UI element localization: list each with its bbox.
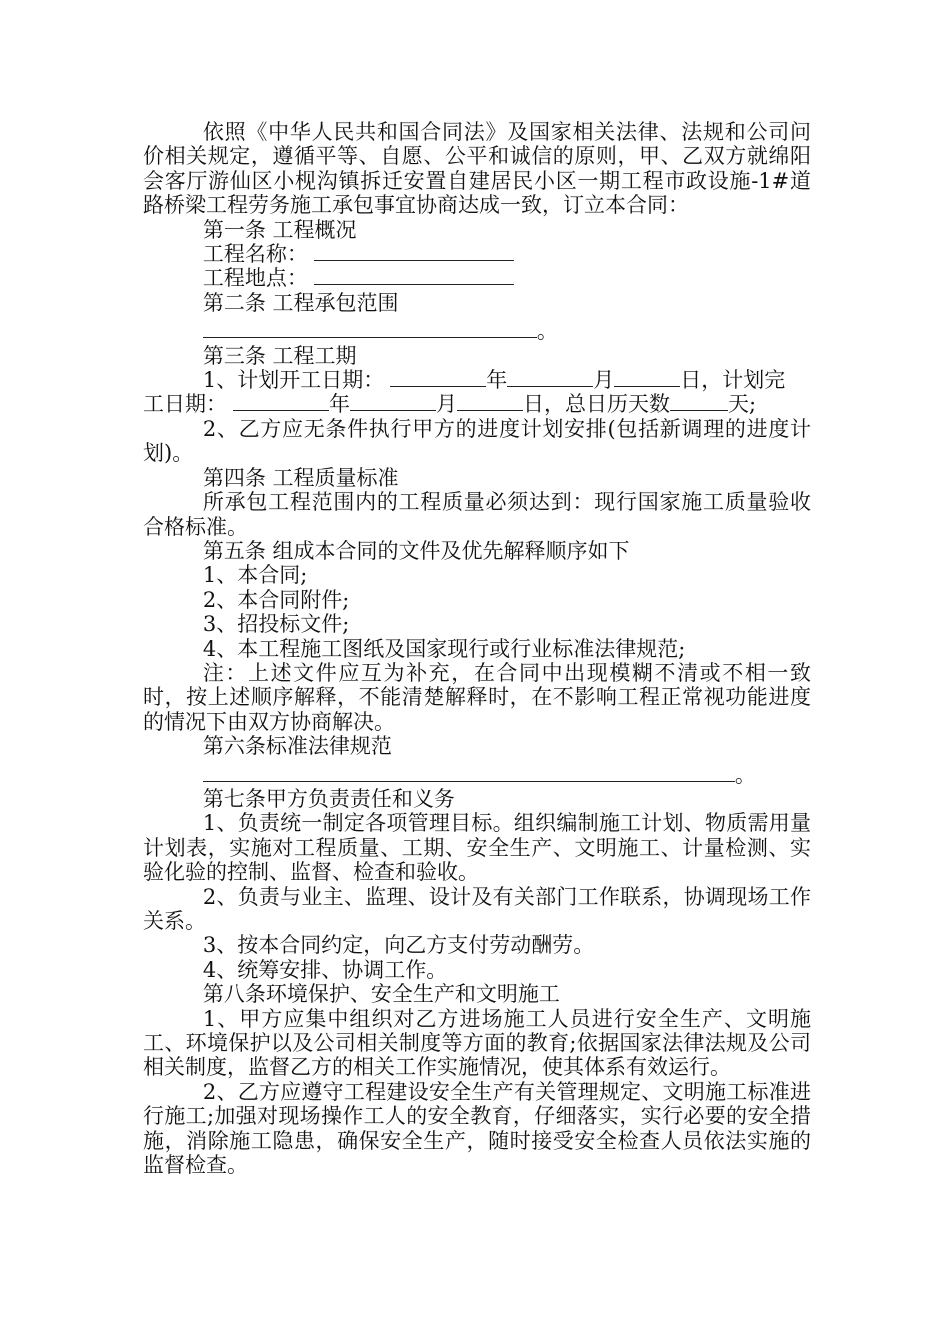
article-4-title: 第四条 工程质量标准	[202, 465, 399, 490]
article-6-title: 第六条标准法律规范	[202, 734, 392, 759]
scope-blank[interactable]	[203, 319, 537, 338]
article-5-title: 第五条 组成本合同的文件及优先解释顺序如下	[202, 538, 630, 563]
document-item-4: 4、本工程施工图纸及国家现行或行业标准法律规范;	[202, 636, 686, 661]
project-name-blank[interactable]	[314, 242, 514, 261]
end-day-total-label: 日，总日历天数	[523, 392, 670, 417]
article-2-title: 第二条 工程承包范围	[202, 290, 399, 315]
contract-page	[143, 120, 811, 1177]
end-day-blank[interactable]	[457, 392, 523, 411]
end-month-unit: 月	[436, 392, 457, 417]
party-a-duty-4: 4、统筹安排、协调工作。	[202, 957, 448, 982]
quality-standard-text: 所承包工程范围内的工程质量必须达到：现行国家施工质量验收合格标准。	[143, 490, 811, 539]
total-days-unit: 天;	[728, 392, 757, 417]
schedule-clause-2: 2、乙方应无条件执行甲方的进度计划安排(包括新调理的进度计划)。	[143, 416, 811, 466]
document-item-2: 2、本合同附件;	[202, 587, 350, 612]
article-8-title: 第八条环境保护、安全生产和文明施工	[202, 982, 560, 1007]
start-day-blank[interactable]	[614, 368, 680, 387]
start-year-unit: 年	[486, 368, 508, 393]
start-month-unit: 月	[593, 368, 615, 393]
end-date-row	[143, 392, 811, 416]
party-a-duty-1: 1、负责统一制定各项管理目标。组织编制施工计划、物质需用量计划表，实施对工程质量、工期、安全生产、文明施工、计量检测、实验化验的控制、监督、检查和验收。	[143, 811, 811, 885]
project-name-row	[143, 242, 811, 266]
intro-paragraph: 依照《中华人民共和国合同法》及国家相关法律、法规和公司问价相关规定，遵循平等、自愿、公平和诚信的原则，甲、乙双方就绵阳会客厅游仙区小枧沟镇拆迁安置自建居民小区一期工程市政设施-1#道路桥梁工程劳务施工承包事宜协商达成一致，订立本合同：	[143, 120, 811, 218]
article-7-title: 第七条甲方负责责任和义务	[202, 786, 455, 811]
party-a-duty-3: 3、按本合同约定，向乙方支付劳动酬劳。	[202, 933, 595, 958]
start-date-row	[143, 368, 811, 392]
project-location-blank[interactable]	[314, 266, 514, 285]
total-days-blank[interactable]	[670, 392, 728, 411]
start-month-blank[interactable]	[507, 368, 593, 387]
legal-standard-end: 。	[734, 762, 756, 787]
end-year-blank[interactable]	[233, 392, 329, 411]
start-date-label: 1、计划开工日期：	[202, 368, 385, 393]
document-item-3: 3、招投标文件;	[202, 612, 350, 637]
safety-clause-2: 2、乙方应遵守工程建设安全生产有关管理规定、文明施工标准进行施工;加强对现场操作工人的安全教育，仔细落实，实行必要的安全措施，消除施工隐患，确保安全生产，随时接受安全检查人员依法实施的监督检查。	[143, 1079, 811, 1178]
safety-clause-1: 1、甲方应集中组织对乙方进场施工人员进行安全生产、文明施工、环境保护以及公司相关制度等方面的教育;依据国家法律法规及公司相关制度，监督乙方的相关工作实施情况，使其体系有效运行。	[143, 1006, 811, 1080]
article-1-title: 第一条 工程概况	[202, 217, 357, 242]
scope-end: 。	[536, 319, 558, 344]
start-day-unit: 日，计划完	[680, 368, 786, 393]
document-order-note: 注：上述文件应互为补充，在合同中出现模糊不清或不相一致时，按上述顺序解释，不能清楚解释时，在不影响工程正常视功能进度的情况下由双方协商解决。	[143, 660, 811, 734]
article-3-title: 第三条 工程工期	[202, 343, 357, 368]
end-year-unit: 年	[329, 392, 350, 417]
scope-row	[143, 315, 811, 343]
end-month-blank[interactable]	[350, 392, 436, 411]
project-location-label: 工程地点：	[202, 266, 308, 291]
end-date-label: 工日期：	[143, 392, 227, 417]
legal-standard-row	[143, 759, 811, 787]
party-a-duty-2: 2、负责与业主、监理、设计及有关部门工作联系，协调现场工作关系。	[143, 884, 811, 933]
document-item-1: 1、本合同;	[202, 563, 308, 588]
project-location-row	[143, 266, 811, 290]
project-name-label: 工程名称：	[202, 242, 308, 267]
legal-standard-blank[interactable]	[203, 763, 735, 782]
start-year-blank[interactable]	[390, 368, 486, 387]
